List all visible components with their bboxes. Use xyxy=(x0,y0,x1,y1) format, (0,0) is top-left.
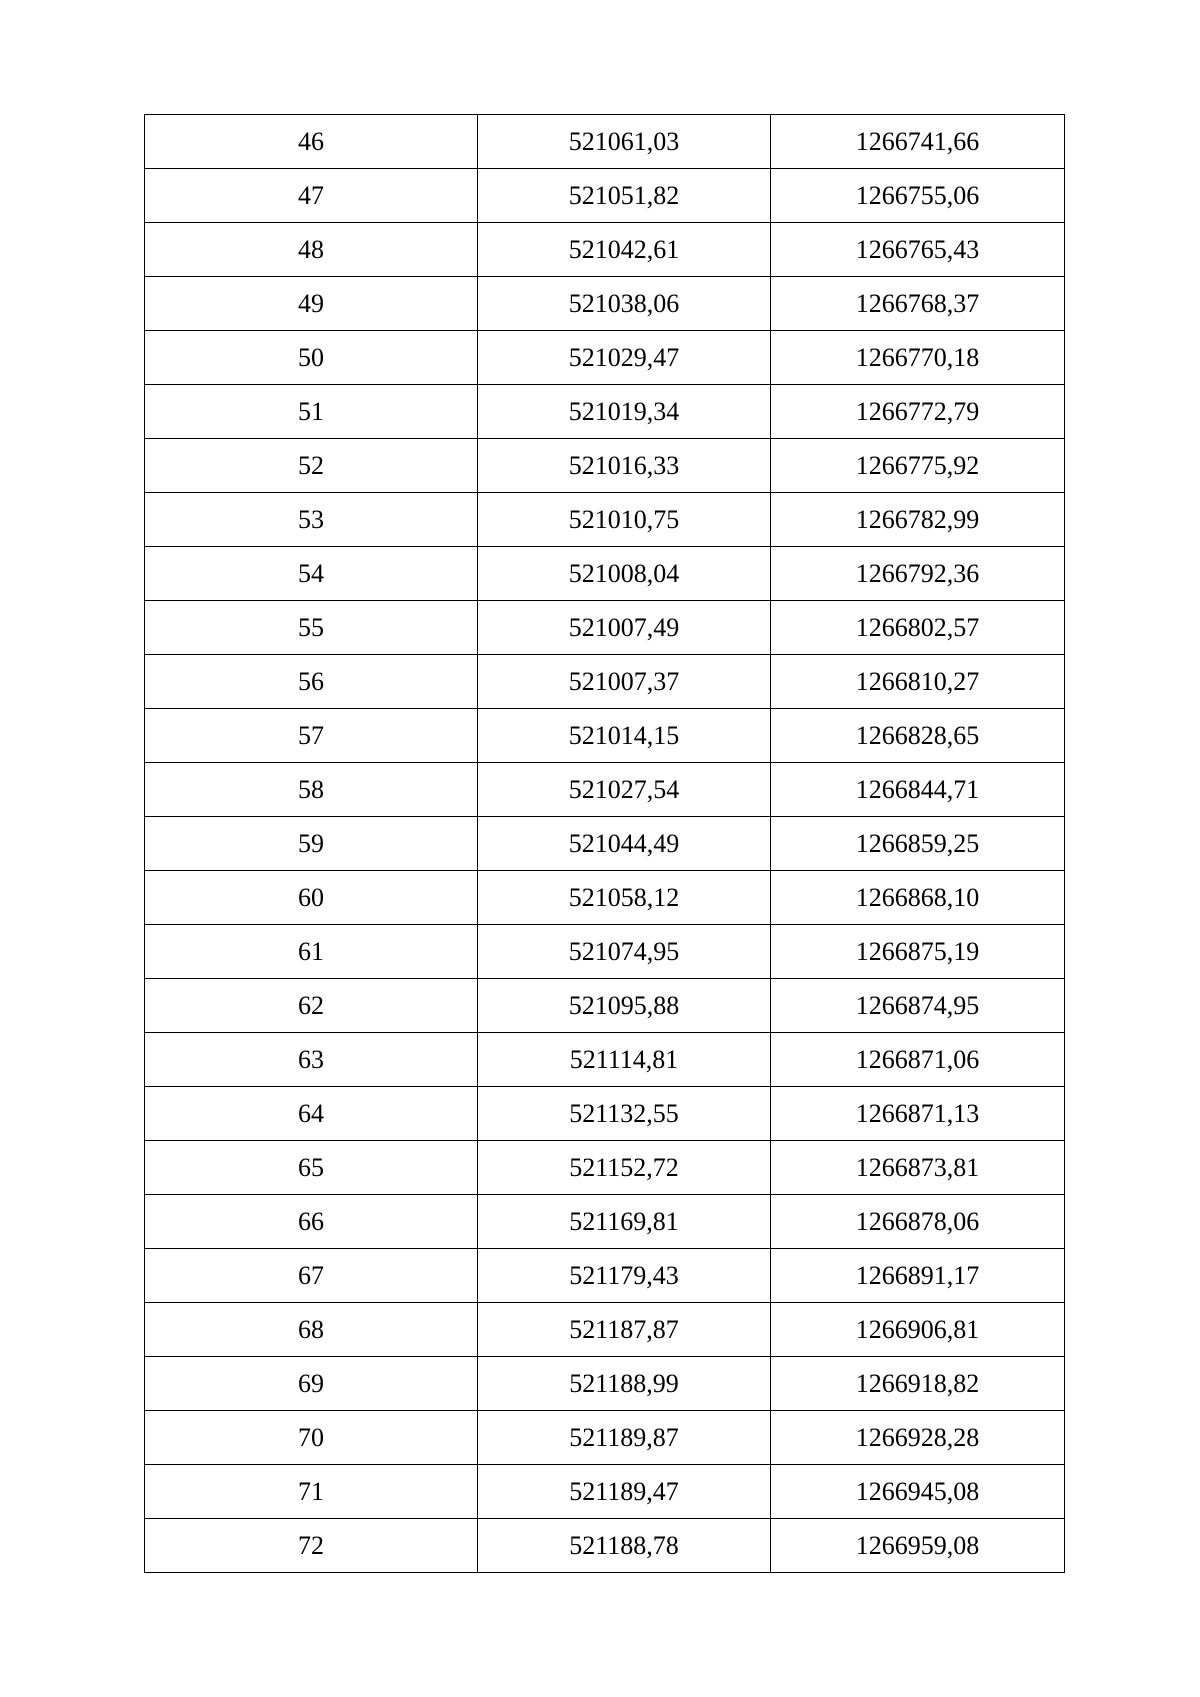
y-coordinate-cell: 1266775,92 xyxy=(771,439,1065,493)
table-row xyxy=(145,1195,1065,1249)
x-coordinate-cell: 521187,87 xyxy=(478,1303,771,1357)
x-coordinate-cell: 521188,78 xyxy=(478,1519,771,1573)
y-coordinate-cell: 1266859,25 xyxy=(771,817,1065,871)
x-coordinate-cell: 521058,12 xyxy=(478,871,771,925)
table-row xyxy=(145,1303,1065,1357)
y-coordinate-cell: 1266871,06 xyxy=(771,1033,1065,1087)
table-row xyxy=(145,871,1065,925)
x-coordinate-cell: 521114,81 xyxy=(478,1033,771,1087)
x-coordinate-cell: 521074,95 xyxy=(478,925,771,979)
y-coordinate-cell: 1266844,71 xyxy=(771,763,1065,817)
table-row xyxy=(145,709,1065,763)
point-number-cell: 62 xyxy=(145,979,478,1033)
point-number-cell: 55 xyxy=(145,601,478,655)
y-coordinate-cell: 1266906,81 xyxy=(771,1303,1065,1357)
table-row xyxy=(145,1141,1065,1195)
point-number-cell: 61 xyxy=(145,925,478,979)
y-coordinate-cell: 1266810,27 xyxy=(771,655,1065,709)
table-row xyxy=(145,169,1065,223)
x-coordinate-cell: 521095,88 xyxy=(478,979,771,1033)
y-coordinate-cell: 1266802,57 xyxy=(771,601,1065,655)
table-row xyxy=(145,1357,1065,1411)
x-coordinate-cell: 521027,54 xyxy=(478,763,771,817)
point-number-cell: 66 xyxy=(145,1195,478,1249)
point-number-cell: 72 xyxy=(145,1519,478,1573)
x-coordinate-cell: 521014,15 xyxy=(478,709,771,763)
point-number-cell: 47 xyxy=(145,169,478,223)
point-number-cell: 48 xyxy=(145,223,478,277)
x-coordinate-cell: 521152,72 xyxy=(478,1141,771,1195)
point-number-cell: 69 xyxy=(145,1357,478,1411)
point-number-cell: 52 xyxy=(145,439,478,493)
x-coordinate-cell: 521169,81 xyxy=(478,1195,771,1249)
y-coordinate-cell: 1266874,95 xyxy=(771,979,1065,1033)
y-coordinate-cell: 1266772,79 xyxy=(771,385,1065,439)
table-row xyxy=(145,1465,1065,1519)
table-row xyxy=(145,1411,1065,1465)
point-number-cell: 68 xyxy=(145,1303,478,1357)
y-coordinate-cell: 1266891,17 xyxy=(771,1249,1065,1303)
y-coordinate-cell: 1266959,08 xyxy=(771,1519,1065,1573)
table-row xyxy=(145,763,1065,817)
x-coordinate-cell: 521042,61 xyxy=(478,223,771,277)
coordinates-table-body xyxy=(145,115,1065,1573)
table-row xyxy=(145,223,1065,277)
x-coordinate-cell: 521179,43 xyxy=(478,1249,771,1303)
point-number-cell: 65 xyxy=(145,1141,478,1195)
table-row xyxy=(145,655,1065,709)
y-coordinate-cell: 1266765,43 xyxy=(771,223,1065,277)
x-coordinate-cell: 521016,33 xyxy=(478,439,771,493)
x-coordinate-cell: 521061,03 xyxy=(478,115,771,169)
x-coordinate-cell: 521051,82 xyxy=(478,169,771,223)
x-coordinate-cell: 521007,49 xyxy=(478,601,771,655)
point-number-cell: 49 xyxy=(145,277,478,331)
x-coordinate-cell: 521044,49 xyxy=(478,817,771,871)
x-coordinate-cell: 521010,75 xyxy=(478,493,771,547)
coordinates-table xyxy=(144,114,1065,1573)
table-row xyxy=(145,277,1065,331)
point-number-cell: 63 xyxy=(145,1033,478,1087)
y-coordinate-cell: 1266875,19 xyxy=(771,925,1065,979)
point-number-cell: 46 xyxy=(145,115,478,169)
x-coordinate-cell: 521007,37 xyxy=(478,655,771,709)
table-row xyxy=(145,1033,1065,1087)
table-row xyxy=(145,439,1065,493)
y-coordinate-cell: 1266755,06 xyxy=(771,169,1065,223)
table-row xyxy=(145,1087,1065,1141)
point-number-cell: 56 xyxy=(145,655,478,709)
table-row xyxy=(145,1519,1065,1573)
table-row xyxy=(145,1249,1065,1303)
x-coordinate-cell: 521189,47 xyxy=(478,1465,771,1519)
y-coordinate-cell: 1266741,66 xyxy=(771,115,1065,169)
x-coordinate-cell: 521038,06 xyxy=(478,277,771,331)
table-row xyxy=(145,547,1065,601)
y-coordinate-cell: 1266770,18 xyxy=(771,331,1065,385)
y-coordinate-cell: 1266868,10 xyxy=(771,871,1065,925)
point-number-cell: 71 xyxy=(145,1465,478,1519)
y-coordinate-cell: 1266828,65 xyxy=(771,709,1065,763)
y-coordinate-cell: 1266768,37 xyxy=(771,277,1065,331)
table-row xyxy=(145,925,1065,979)
x-coordinate-cell: 521019,34 xyxy=(478,385,771,439)
point-number-cell: 70 xyxy=(145,1411,478,1465)
y-coordinate-cell: 1266918,82 xyxy=(771,1357,1065,1411)
point-number-cell: 53 xyxy=(145,493,478,547)
x-coordinate-cell: 521029,47 xyxy=(478,331,771,385)
point-number-cell: 59 xyxy=(145,817,478,871)
y-coordinate-cell: 1266928,28 xyxy=(771,1411,1065,1465)
point-number-cell: 60 xyxy=(145,871,478,925)
y-coordinate-cell: 1266792,36 xyxy=(771,547,1065,601)
x-coordinate-cell: 521188,99 xyxy=(478,1357,771,1411)
x-coordinate-cell: 521132,55 xyxy=(478,1087,771,1141)
point-number-cell: 64 xyxy=(145,1087,478,1141)
y-coordinate-cell: 1266782,99 xyxy=(771,493,1065,547)
y-coordinate-cell: 1266945,08 xyxy=(771,1465,1065,1519)
point-number-cell: 58 xyxy=(145,763,478,817)
y-coordinate-cell: 1266873,81 xyxy=(771,1141,1065,1195)
table-row xyxy=(145,385,1065,439)
y-coordinate-cell: 1266871,13 xyxy=(771,1087,1065,1141)
point-number-cell: 54 xyxy=(145,547,478,601)
table-row xyxy=(145,331,1065,385)
table-row xyxy=(145,979,1065,1033)
point-number-cell: 67 xyxy=(145,1249,478,1303)
x-coordinate-cell: 521189,87 xyxy=(478,1411,771,1465)
point-number-cell: 50 xyxy=(145,331,478,385)
y-coordinate-cell: 1266878,06 xyxy=(771,1195,1065,1249)
table-row xyxy=(145,817,1065,871)
table-row xyxy=(145,601,1065,655)
table-row xyxy=(145,493,1065,547)
table-row xyxy=(145,115,1065,169)
x-coordinate-cell: 521008,04 xyxy=(478,547,771,601)
point-number-cell: 57 xyxy=(145,709,478,763)
point-number-cell: 51 xyxy=(145,385,478,439)
